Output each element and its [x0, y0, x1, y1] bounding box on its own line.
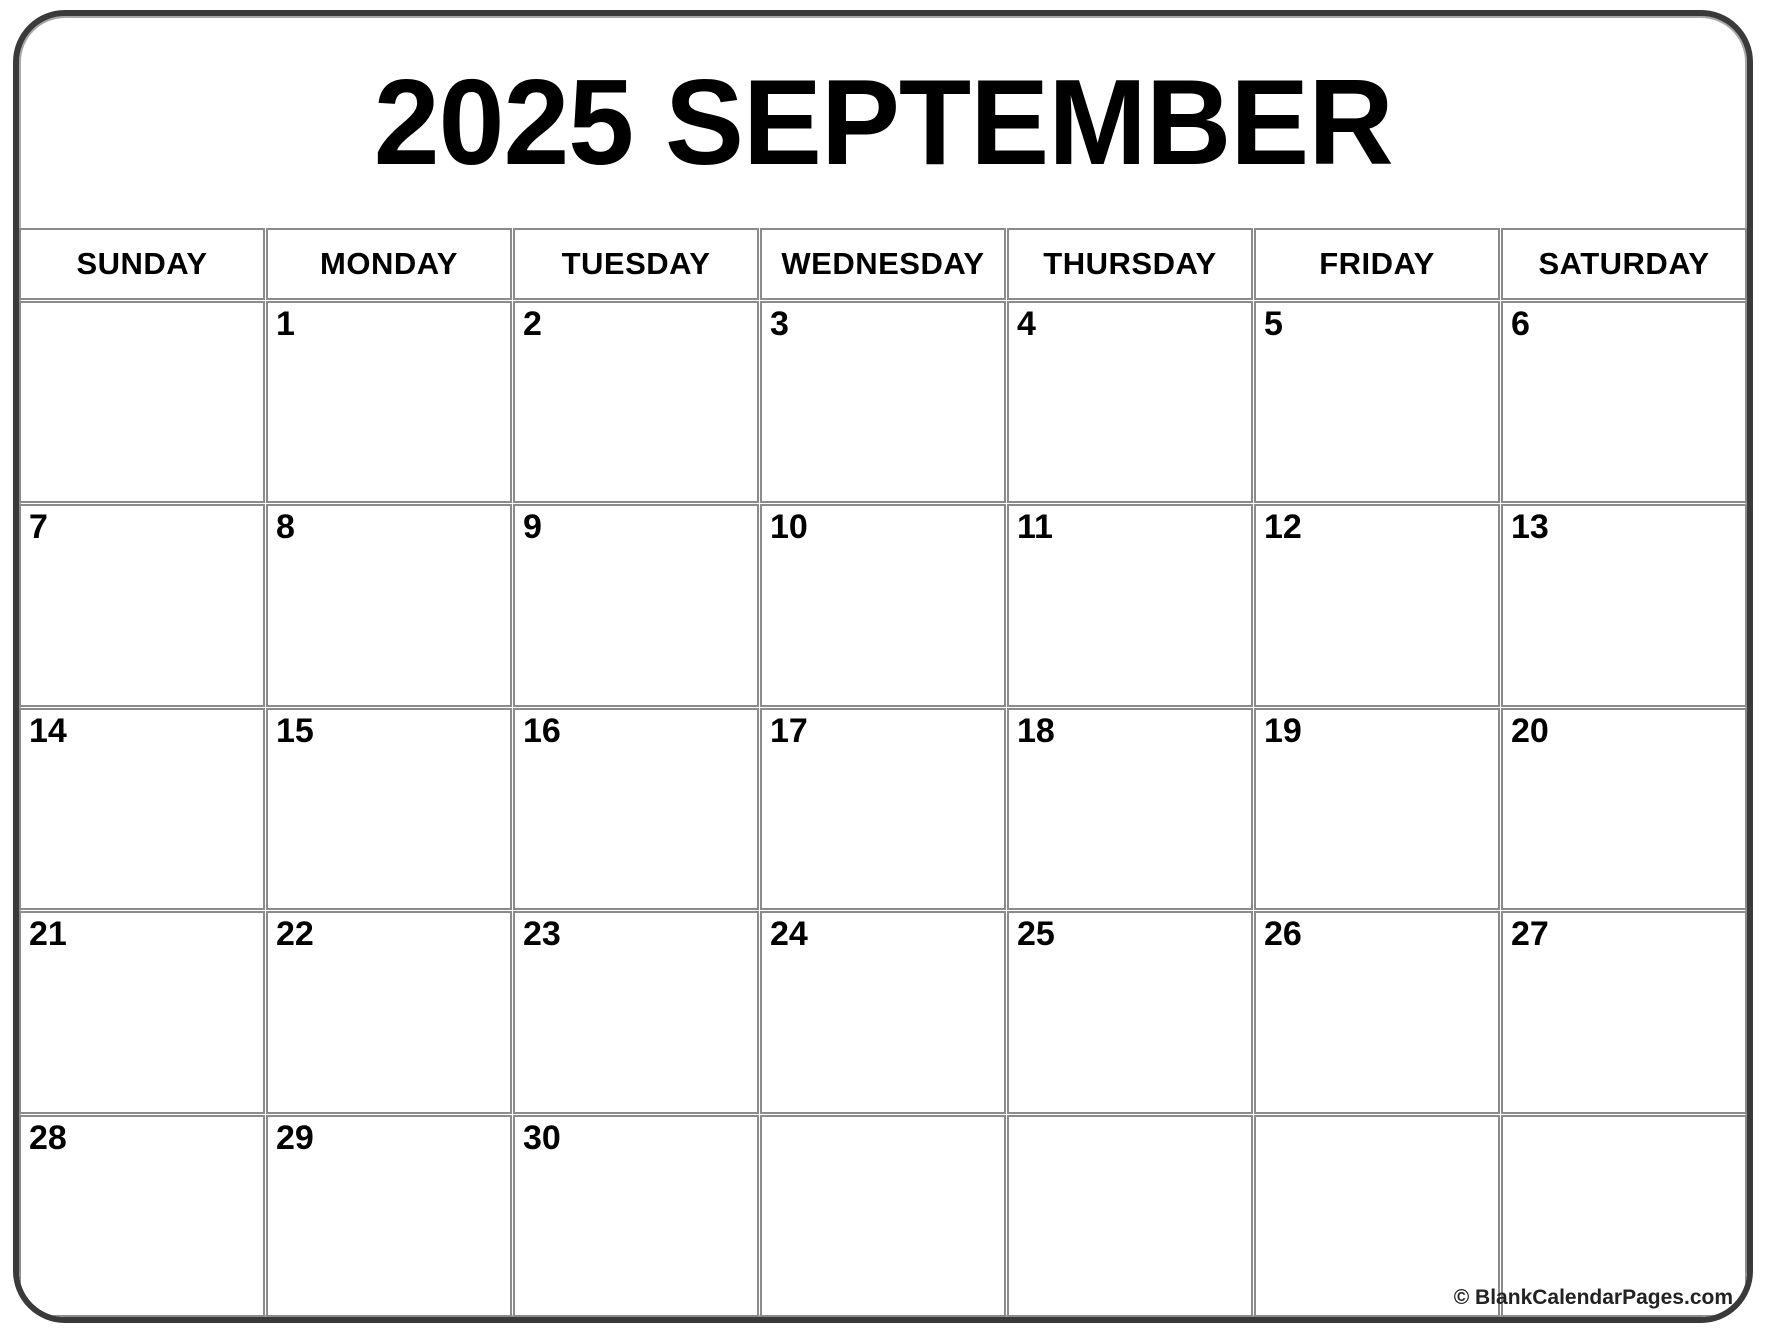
day-number: 19 [1264, 711, 1302, 750]
day-cell-7 [19, 504, 265, 706]
day-cell-27 [1501, 911, 1747, 1113]
day-cell-15 [266, 708, 512, 910]
day-number: 11 [1017, 508, 1053, 547]
day-number: 18 [1017, 711, 1055, 750]
day-cell-23 [513, 911, 759, 1113]
day-number: 9 [523, 508, 542, 547]
day-number: 13 [1511, 508, 1549, 547]
weekday-header-tuesday: TUESDAY [513, 228, 759, 300]
day-number: 15 [276, 711, 314, 750]
calendar-grid [19, 228, 1747, 1317]
day-number: 17 [770, 711, 808, 750]
day-number: 6 [1511, 305, 1530, 343]
day-cell-8 [266, 504, 512, 706]
day-number: 14 [29, 711, 67, 750]
day-cell-28 [19, 1115, 265, 1317]
day-cell-5 [1254, 301, 1500, 503]
weekday-header-saturday: SATURDAY [1501, 228, 1747, 300]
day-cell-29 [266, 1115, 512, 1317]
weekday-header-sunday: SUNDAY [19, 228, 265, 300]
calendar-page [13, 10, 1753, 1323]
day-number: 23 [523, 915, 561, 954]
day-number: 10 [770, 508, 808, 547]
day-number: 26 [1264, 915, 1302, 954]
day-number: 12 [1264, 508, 1302, 547]
day-cell-18 [1007, 708, 1253, 910]
day-cell-25 [1007, 911, 1253, 1113]
page-title: 2025 SEPTEMBER [373, 54, 1393, 190]
day-cell-20 [1501, 708, 1747, 910]
day-cell-empty [1007, 1115, 1253, 1317]
weekday-header-friday: FRIDAY [1254, 228, 1500, 300]
day-number: 4 [1017, 305, 1036, 343]
day-number: 8 [276, 508, 295, 547]
day-cell-9 [513, 504, 759, 706]
day-cell-21 [19, 911, 265, 1113]
day-number: 30 [523, 1118, 561, 1157]
day-cell-4 [1007, 301, 1253, 503]
day-cell-19 [1254, 708, 1500, 910]
day-cell-12 [1254, 504, 1500, 706]
day-cell-10 [760, 504, 1006, 706]
day-cell-13 [1501, 504, 1747, 706]
day-cell-empty [1453, 1115, 1747, 1317]
day-number: 29 [276, 1118, 314, 1157]
day-cell-6 [1501, 301, 1747, 503]
day-number: 28 [29, 1118, 67, 1157]
day-number: 16 [523, 711, 561, 750]
day-cell-17 [760, 708, 1006, 910]
day-number: 20 [1511, 711, 1549, 750]
day-cell-24 [760, 911, 1006, 1113]
day-number: 7 [29, 508, 48, 547]
day-cell-14 [19, 708, 265, 910]
watermark-text: © BlankCalendarPages.com [1453, 1285, 1733, 1309]
day-cell-2 [513, 301, 759, 503]
day-cell-26 [1254, 911, 1500, 1113]
day-number: 24 [770, 915, 808, 954]
day-cell-16 [513, 708, 759, 910]
weekday-header-monday: MONDAY [266, 228, 512, 300]
title-row [19, 16, 1747, 228]
weekday-header-thursday: THURSDAY [1007, 228, 1253, 300]
day-number: 3 [770, 305, 789, 343]
day-cell-3 [760, 301, 1006, 503]
day-number: 1 [276, 305, 295, 343]
day-cell-empty [19, 301, 265, 503]
day-number: 21 [29, 915, 67, 954]
day-cell-1 [266, 301, 512, 503]
day-number: 2 [523, 305, 542, 343]
day-number: 27 [1511, 915, 1549, 954]
day-number: 5 [1264, 305, 1283, 343]
day-number: 22 [276, 915, 314, 954]
day-cell-30 [513, 1115, 759, 1317]
day-cell-22 [266, 911, 512, 1113]
day-cell-11 [1007, 504, 1253, 706]
day-cell-empty [760, 1115, 1006, 1317]
day-number: 25 [1017, 915, 1055, 954]
weekday-header-wednesday: WEDNESDAY [760, 228, 1006, 300]
